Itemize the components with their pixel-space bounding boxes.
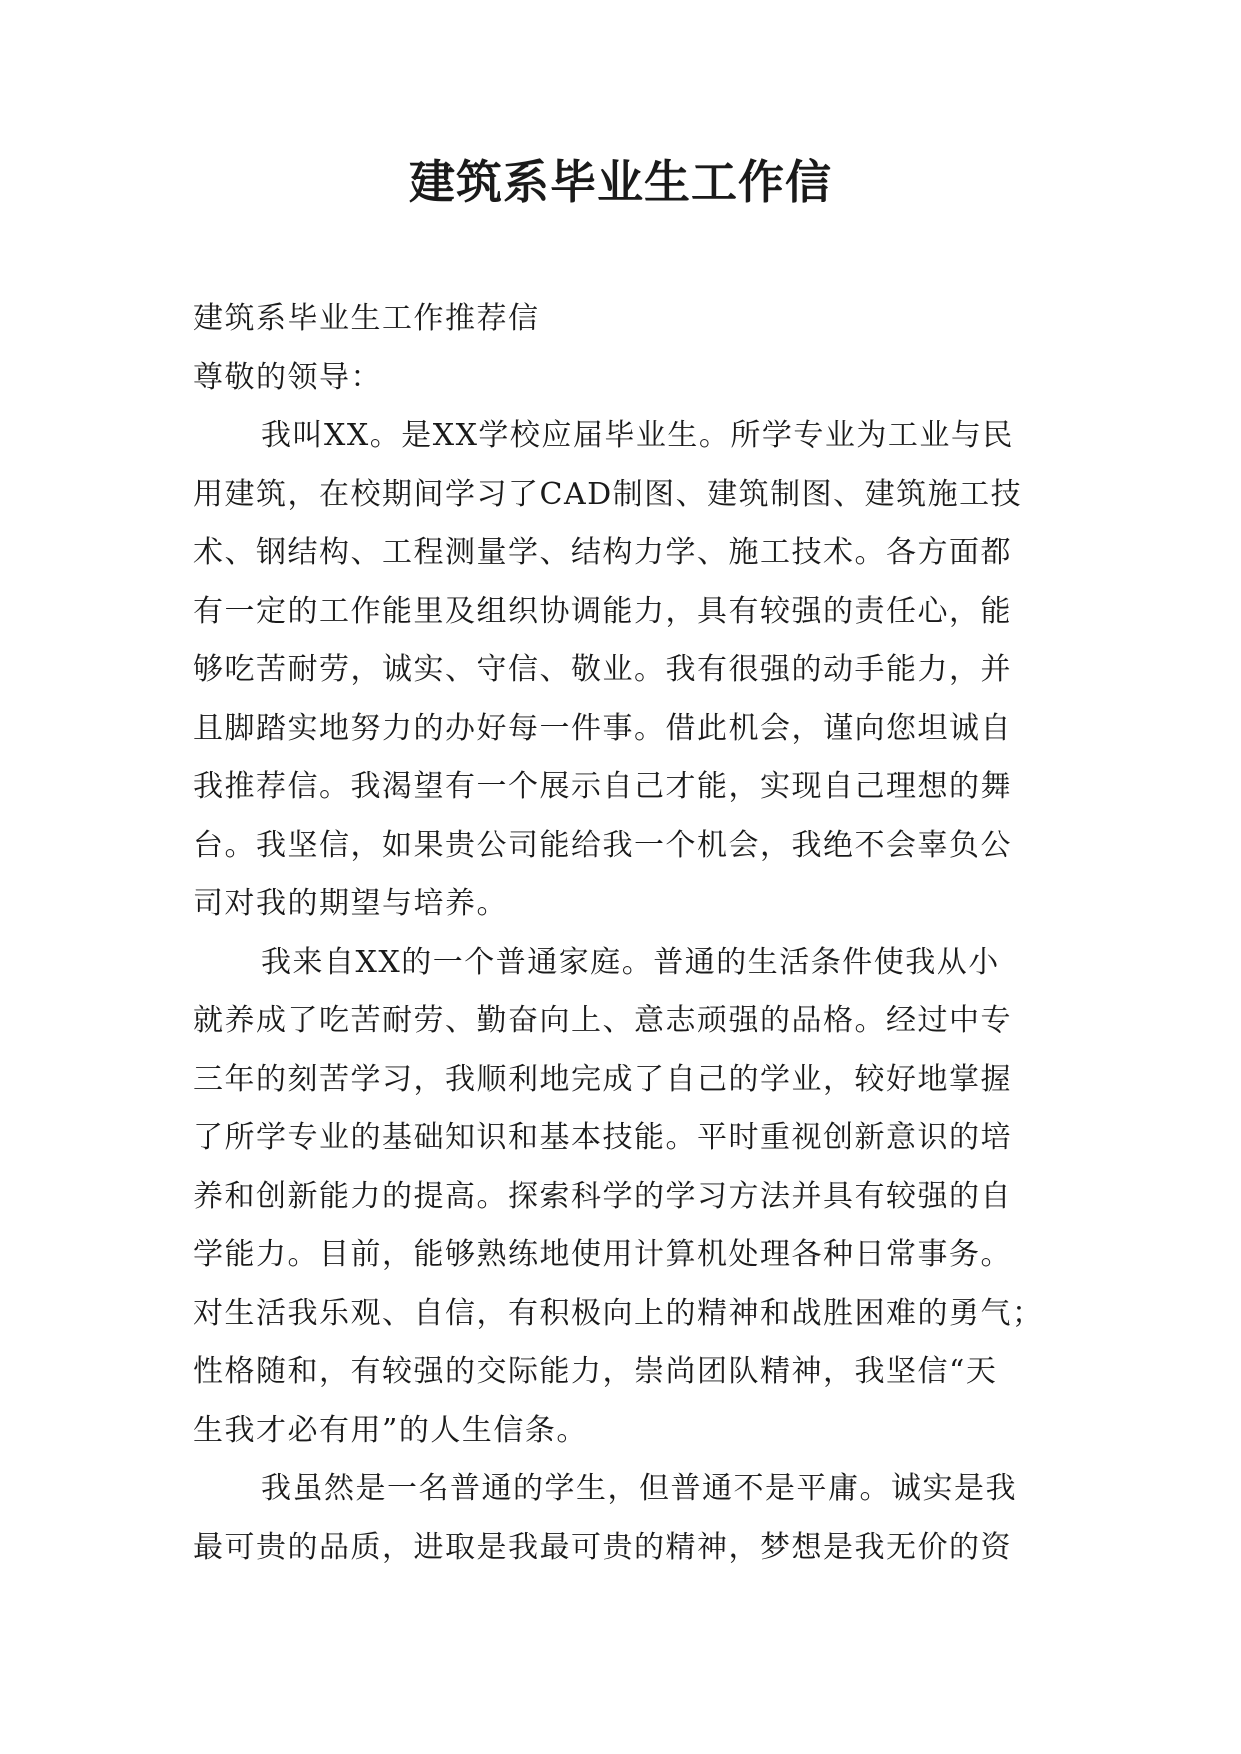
paragraph-line: 且脚踏实地努力的办好每一件事。借此机会，谨向您坦诚自	[193, 710, 1012, 746]
paragraph-line: 术、钢结构、工程测量学、结构力学、施工技术。各方面都	[193, 535, 1012, 570]
paragraph-2	[193, 934, 1053, 1461]
salutation: 尊敬的领导：	[193, 359, 382, 395]
paragraph-line: 最可贵的品质，进取是我最可贵的精神，梦想是我无价的资	[193, 1529, 1012, 1565]
paragraph-line: 我叫XX。是XX学校应届毕业生。所学专业为工业与民	[261, 418, 1014, 453]
paragraph-line: 性格随和，有较强的交际能力，崇尚团队精神，我坚信“天	[193, 1354, 998, 1389]
paragraph-line: 够吃苦耐劳，诚实、守信、敬业。我有很强的动手能力，并	[193, 652, 1012, 687]
paragraph-line: 我虽然是一名普通的学生，但普通不是平庸。诚实是我	[261, 1471, 1017, 1506]
paragraph-line: 生我才必有用”的人生信条。	[193, 1412, 588, 1448]
paragraph-line: 三年的刻苦学习，我顺利地完成了自己的学业，较好地掌握	[193, 1061, 1012, 1097]
paragraph-line: 对生活我乐观、自信，有积极向上的精神和战胜困难的勇气；	[193, 1295, 1044, 1331]
letter-subtitle: 建筑系毕业生工作推荐信	[193, 301, 540, 336]
paragraph-line: 用建筑，在校期间学习了CAD制图、建筑制图、建筑施工技	[193, 476, 1023, 512]
paragraph-line: 了所学专业的基础知识和基本技能。平时重视创新意识的培	[193, 1120, 1012, 1155]
paragraph-line: 我推荐信。我渴望有一个展示自己才能，实现自己理想的舞	[193, 769, 1012, 804]
document-body	[193, 290, 1053, 1577]
paragraph-3	[193, 1460, 1053, 1577]
paragraph-line: 学能力。目前，能够熟练地使用计算机处理各种日常事务。	[193, 1237, 1012, 1272]
paragraph-line: 就养成了吃苦耐劳、勤奋向上、意志顽强的品格。经过中专	[193, 1003, 1012, 1038]
paragraph-line: 养和创新能力的提高。探索科学的学习方法并具有较强的自	[193, 1178, 1012, 1214]
paragraph-line: 有一定的工作能里及组织协调能力，具有较强的责任心，能	[193, 593, 1012, 629]
paragraph-line: 台。我坚信，如果贵公司能给我一个机会，我绝不会辜负公	[193, 827, 1012, 863]
paragraph-line: 我来自XX的一个普通家庭。普通的生活条件使我从小	[261, 944, 1000, 980]
paragraph-1	[193, 407, 1053, 934]
document-title: 建筑系毕业生工作信	[409, 155, 832, 209]
paragraph-line: 司对我的期望与培养。	[193, 886, 508, 921]
